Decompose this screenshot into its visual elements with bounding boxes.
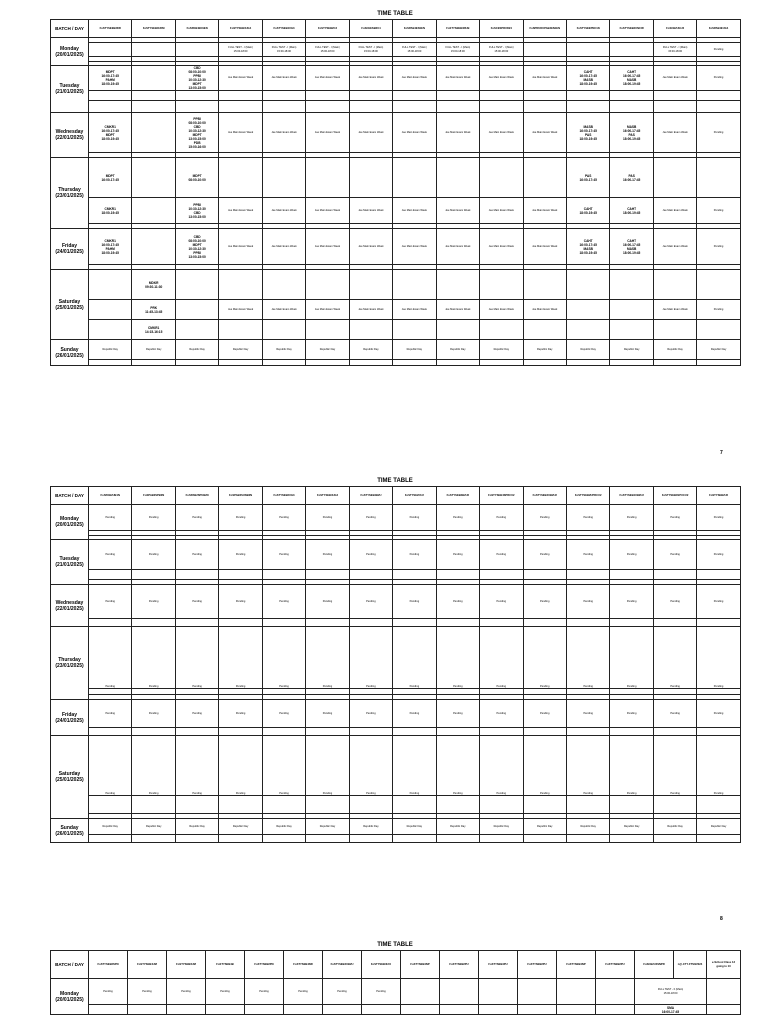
timetable-page-9 xyxy=(50,941,740,1015)
pending-cell: Pending xyxy=(219,540,262,570)
pending-cell: Pending xyxy=(349,540,392,570)
pending-cell: Pending xyxy=(697,540,740,570)
repub-cell: Republic Day xyxy=(436,340,479,360)
jee-cell: Jee Main Exam Week xyxy=(480,300,523,320)
class-cell: CMKR1 18:00-19:45 xyxy=(89,198,132,224)
jee-cell: Jee Main Exam Week xyxy=(219,198,262,224)
pending-cell: Pending xyxy=(653,627,696,689)
pending-cell: Pending xyxy=(697,229,740,265)
pending-cell: Pending xyxy=(175,540,218,570)
pending-cell: Pending xyxy=(653,700,696,728)
pending-cell: Pending xyxy=(175,505,218,531)
header-cell: FoSCB2UGU2 xyxy=(653,20,696,38)
full-test-cell: FULL TEST - I (Main) 15:00-18:00 xyxy=(480,43,523,57)
pending-cell: Pending xyxy=(175,585,218,619)
pending-cell: Pending xyxy=(523,505,566,531)
jee-cell: Jee Main Exam Week xyxy=(262,300,305,320)
header-cell: FoSTYSEB4PU xyxy=(479,951,518,979)
pending-cell: Pending xyxy=(89,736,132,796)
jee-cell: Jee Main Exam Week xyxy=(393,113,436,153)
jee-cell: Jee Main Exam Week xyxy=(262,66,305,91)
repub-cell: Republic Day xyxy=(566,819,609,835)
header-cell: FoSTYSEB2PU xyxy=(440,951,479,979)
class-cell: PPBI 08:00-10:00 CBD 10:30-12:30 MDPT 13:00-15:00 PDB 15:00-16:00 xyxy=(175,113,218,153)
full-test-cell: FULL TEST - I (Main) 15:00-18:00 xyxy=(393,43,436,57)
header-cell: FoSTYSEB4NR xyxy=(284,951,323,979)
class-cell: MASB 16:00-17:45 PAS 18:00-19:45 xyxy=(566,113,609,153)
repub-cell: Republic Day xyxy=(523,819,566,835)
pending-cell: Pending xyxy=(262,540,305,570)
header-cell: FoSTYSEB2C3 xyxy=(306,20,349,38)
header-cell: FoSTYSEB4UCI xyxy=(362,951,401,979)
pending-cell: Pending xyxy=(132,627,175,689)
pending-cell: Pending xyxy=(219,585,262,619)
jee-cell: Jee Main Exam Week xyxy=(393,229,436,265)
pending-cell: Pending xyxy=(306,540,349,570)
jee-cell: Jee Main Exam Week xyxy=(436,229,479,265)
pending-cell: Pending xyxy=(697,300,740,320)
header-cell: FoSTYSEB2SPN xyxy=(89,951,128,979)
jee-cell: Jee Main Exam Week xyxy=(349,113,392,153)
pending-cell: Pending xyxy=(566,627,609,689)
class-cell: CBD 08:00-10:00 PPBI 10:30-12:30 MDPT 13:00-15:00 xyxy=(175,66,218,91)
class-cell: CAHT 16:00-17:45 MASB 18:00-19:45 xyxy=(566,229,609,265)
day-cell: Tuesday (21/01/2025) xyxy=(51,540,89,585)
class-cell: CAHT 16:00-17:45 MASB 18:00-19:45 xyxy=(610,66,653,91)
pending-cell: Pending xyxy=(306,627,349,689)
day-cell: Tuesday (21/01/2025) xyxy=(51,66,89,113)
class-cell: MDPT 08:00-10:00 xyxy=(175,158,218,198)
repub-cell: Republic Day xyxy=(653,819,696,835)
repub-cell: Republic Day xyxy=(436,819,479,835)
pending-cell: Pending xyxy=(480,627,523,689)
jee-cell: Jee Main Exam Week xyxy=(653,300,696,320)
pending-cell: Pending xyxy=(566,736,609,796)
pending-cell: Pending xyxy=(653,505,696,531)
pending-cell: Pending xyxy=(697,627,740,689)
jee-cell: Jee Main Exam Week xyxy=(219,300,262,320)
jee-cell: Jee Main Exam Week xyxy=(436,113,479,153)
jee-cell: Jee Main Exam Week xyxy=(653,229,696,265)
class-cell: CAHT 18:00-19:45 xyxy=(566,198,609,224)
header-cell: FoSTYSEB4B2U xyxy=(349,487,392,505)
header-cell: FoSCEESB2U4 xyxy=(349,20,392,38)
header-cell: FoSCB2U4SNPR xyxy=(635,951,674,979)
pending-cell: Pending xyxy=(349,505,392,531)
day-cell: Saturday (25/01/2025) xyxy=(51,736,89,819)
class-cell: CAHT 18:00-19:45 xyxy=(610,198,653,224)
pending-cell: Pending xyxy=(697,43,740,57)
repub-cell: Republic Day xyxy=(349,340,392,360)
pending-cell: Pending xyxy=(349,627,392,689)
pending-cell: Pending xyxy=(436,627,479,689)
header-cell: FoSTYSEEB2DR xyxy=(89,20,132,38)
pending-cell: Pending xyxy=(306,700,349,728)
pending-cell: Pending xyxy=(566,585,609,619)
class-cell: CMKR1 16:00-17:45 PAHM 18:00-19:45 xyxy=(89,229,132,265)
pending-cell: Pending xyxy=(610,736,653,796)
pending-cell: Pending xyxy=(349,585,392,619)
pending-cell: Pending xyxy=(132,736,175,796)
full-test-cell: FULL TEST - I (Main) 15:00-18:00 xyxy=(349,43,392,57)
repub-cell: Republic Day xyxy=(262,819,305,835)
day-cell: Monday (20/01/2025) xyxy=(51,38,89,66)
repub-cell: Republic Day xyxy=(523,340,566,360)
pending-cell: Pending xyxy=(523,736,566,796)
pending-cell: Pending xyxy=(610,627,653,689)
pending-cell: Pending xyxy=(523,540,566,570)
pending-cell: Pending xyxy=(610,585,653,619)
jee-cell: Jee Main Exam Week xyxy=(306,198,349,224)
pending-cell: Pending xyxy=(610,505,653,531)
header-cell: FoSTYSEB4UG3 xyxy=(262,20,305,38)
jee-cell: Jee Main Exam Week xyxy=(436,198,479,224)
header-row xyxy=(51,487,741,505)
repub-cell: Republic Day xyxy=(653,340,696,360)
jee-cell: Jee Main Exam Week xyxy=(262,198,305,224)
pending-cell: Pending xyxy=(523,585,566,619)
class-cell: MASB 16:00-17:45 PAS 18:00-19:45 xyxy=(610,113,653,153)
repub-cell: Republic Day xyxy=(393,819,436,835)
header-cell: FoSPAB4EN1EN xyxy=(393,20,436,38)
jee-cell: Jee Main Exam Week xyxy=(219,66,262,91)
jee-cell: Jee Main Exam Week xyxy=(306,300,349,320)
pending-cell: Pending xyxy=(393,505,436,531)
day-cell: Thursday (23/01/2025) xyxy=(51,627,89,700)
pending-cell: Pending xyxy=(132,540,175,570)
header-cell: FoSTYSEB3UM xyxy=(167,951,206,979)
header-cell: FoSPAB2SPB2N xyxy=(132,487,175,505)
header-cell: FoSCESPRUD24 xyxy=(480,20,523,38)
jee-cell: Jee Main Exam Week xyxy=(262,113,305,153)
jee-cell: Jee Main Exam Week xyxy=(306,66,349,91)
jee-cell: Jee Main Exam Week xyxy=(436,300,479,320)
pending-cell: Pending xyxy=(393,700,436,728)
jee-cell: Jee Main Exam Week xyxy=(393,300,436,320)
pending-cell: Pending xyxy=(653,585,696,619)
pending-cell: Pending xyxy=(89,700,132,728)
header-cell: FoSPAB4EN1EN xyxy=(175,20,218,38)
pending-cell: Pending xyxy=(566,505,609,531)
jee-cell: Jee Main Exam Week xyxy=(393,66,436,91)
jee-cell: Jee Main Exam Week xyxy=(480,229,523,265)
header-cell: FoSTYSE2CU2 xyxy=(393,487,436,505)
header-cell: FoSTYSEB4UNCIR xyxy=(610,20,653,38)
pending-cell: Pending xyxy=(653,736,696,796)
repub-cell: Republic Day xyxy=(132,819,175,835)
header-cell: FoSTYSEB4UG3 xyxy=(306,487,349,505)
repub-cell: Republic Day xyxy=(175,340,218,360)
repub-cell: Republic Day xyxy=(610,819,653,835)
pending-cell: Pending xyxy=(436,700,479,728)
full-test-cell: FULL TEST - I (Main) 15:00-18:00 xyxy=(436,43,479,57)
page-title: TIME TABLE xyxy=(377,942,413,948)
full-test-cell: FULL TEST - I (Main) 15:00-18:00 xyxy=(262,43,305,57)
jee-cell: Jee Main Exam Week xyxy=(523,300,566,320)
class-cell: MDKR 09:30-11:30 xyxy=(132,270,175,300)
repub-cell: Republic Day xyxy=(175,819,218,835)
jee-cell: Jee Main Exam Week xyxy=(480,113,523,153)
pending-cell: Pending xyxy=(436,505,479,531)
pending-cell: Pending xyxy=(566,700,609,728)
pending-cell: Pending xyxy=(284,979,323,1005)
page-title: TIME TABLE xyxy=(377,478,413,484)
jee-cell: Jee Main Exam Week xyxy=(349,198,392,224)
header-cell: FoSPAB4EUG4 xyxy=(697,20,740,38)
pending-cell: Pending xyxy=(362,979,401,1005)
pending-cell: Pending xyxy=(132,505,175,531)
pending-cell: Pending xyxy=(436,585,479,619)
pending-cell: Pending xyxy=(480,540,523,570)
pending-cell: Pending xyxy=(393,540,436,570)
class-cell: PRK 11:45-13:45 xyxy=(132,300,175,320)
pending-cell: Pending xyxy=(175,627,218,689)
header-cell: FoSTYSEB2U2 xyxy=(697,487,740,505)
header-cell: FoSTYSEB2UG3 xyxy=(262,487,305,505)
jee-cell: Jee Main Exam Week xyxy=(523,229,566,265)
pending-cell: Pending xyxy=(436,540,479,570)
repub-cell: Republic Day xyxy=(393,340,436,360)
day-cell: Wednesday (22/01/2025) xyxy=(51,113,89,158)
pending-cell: Pending xyxy=(697,585,740,619)
jee-cell: Jee Main Exam Week xyxy=(653,198,696,224)
header-cell: FoSTYSEEPNC1N xyxy=(566,20,609,38)
timetable-page-8 xyxy=(50,477,740,843)
header-cell: FoSTYSEEB3DUB xyxy=(436,20,479,38)
pending-cell: Pending xyxy=(132,585,175,619)
header-cell: FoSPAB2SPUB2N xyxy=(175,487,218,505)
pending-cell: Pending xyxy=(566,540,609,570)
page-title: TIME TABLE xyxy=(377,11,413,17)
jee-cell: Jee Main Exam Week xyxy=(653,66,696,91)
repub-cell: Republic Day xyxy=(566,340,609,360)
header-cell: BATCH / DAY xyxy=(51,487,89,505)
repub-cell: Republic Day xyxy=(349,819,392,835)
pending-cell: Pending xyxy=(306,505,349,531)
full-test-cell: FULL TEST - I (Main) 15:00-18:00 xyxy=(653,43,696,57)
repub-cell: Republic Day xyxy=(610,340,653,360)
jee-cell: Jee Main Exam Week xyxy=(262,229,305,265)
pending-cell: Pending xyxy=(349,736,392,796)
pending-cell: Pending xyxy=(175,700,218,728)
pending-cell: Pending xyxy=(132,700,175,728)
timetable-table xyxy=(50,950,741,1015)
pending-cell: Pending xyxy=(610,700,653,728)
pending-cell: Pending xyxy=(175,736,218,796)
pending-cell: Pending xyxy=(167,979,206,1005)
day-cell: Friday (24/01/2025) xyxy=(51,229,89,270)
pending-cell: Pending xyxy=(523,627,566,689)
header-cell: FoSTYSEB2UPRCU2 xyxy=(566,487,609,505)
pending-cell: Pending xyxy=(480,700,523,728)
pending-cell: Pending xyxy=(206,979,245,1005)
repub-cell: Republic Day xyxy=(89,819,132,835)
day-cell: Monday (20/01/2025) xyxy=(51,979,89,1015)
class-cell: CAHT 16:00-17:45 MASB 18:00-19:45 xyxy=(566,66,609,91)
class-cell: CMKR1 16:00-17:45 MDPT 18:00-19:45 xyxy=(89,113,132,153)
jee-cell: Jee Main Exam Week xyxy=(393,198,436,224)
class-cell: CAHT 16:00-17:45 MASB 18:00-19:45 xyxy=(610,229,653,265)
class-cell: SMA 16:00-17:45 xyxy=(635,1005,707,1015)
class-cell: PPBI 10:30-12:30 CBD 13:00-15:00 xyxy=(175,198,218,224)
pending-cell: Pending xyxy=(245,979,284,1005)
header-cell: n@-CTY-FTS0/2024 xyxy=(674,951,707,979)
header-cell: BATCH / DAY xyxy=(51,20,89,38)
header-cell: FoSTYSEB2PU xyxy=(596,951,635,979)
header-cell: FoSTYSEB2PN xyxy=(245,951,284,979)
pending-cell: Pending xyxy=(436,736,479,796)
pending-cell: Pending xyxy=(697,66,740,91)
header-cell: FoSTYSEB4NP xyxy=(401,951,440,979)
pending-cell: Pending xyxy=(262,736,305,796)
class-cell: PAS 16:00-17:45 xyxy=(610,158,653,198)
repub-cell: Republic Day xyxy=(219,340,262,360)
pending-cell: Pending xyxy=(306,585,349,619)
day-cell: Sunday (26/01/2025) xyxy=(51,819,89,843)
header-cell: FoSTYSEB4B2U2 xyxy=(436,487,479,505)
jee-cell: Jee Main Exam Week xyxy=(349,300,392,320)
day-cell: Friday (24/01/2025) xyxy=(51,700,89,736)
timetable-table xyxy=(50,486,741,843)
pending-cell: Pending xyxy=(306,736,349,796)
page-number: 7 xyxy=(720,450,723,456)
jee-cell: Jee Main Exam Week xyxy=(653,113,696,153)
pending-cell: Pending xyxy=(610,540,653,570)
pending-cell: Pending xyxy=(219,505,262,531)
header-cell: FoSTYSEB4SPRCU2 xyxy=(480,487,523,505)
day-cell: Wednesday (22/01/2025) xyxy=(51,585,89,627)
jee-cell: Jee Main Exam Week xyxy=(523,113,566,153)
class-cell: MDPT 16:00-17:45 xyxy=(89,158,132,198)
pending-cell: Pending xyxy=(393,585,436,619)
repub-cell: Republic Day xyxy=(132,340,175,360)
jee-cell: Jee Main Exam Week xyxy=(219,113,262,153)
repub-cell: Republic Day xyxy=(219,819,262,835)
jee-cell: Jee Main Exam Week xyxy=(436,66,479,91)
pending-cell: Pending xyxy=(89,540,132,570)
jee-cell: Jee Main Exam Week xyxy=(219,229,262,265)
pending-cell: Pending xyxy=(219,736,262,796)
pending-cell: Pending xyxy=(219,700,262,728)
header-cell: FoSTYSEB4SPUCU2 xyxy=(653,487,696,505)
jee-cell: Jee Main Exam Week xyxy=(480,198,523,224)
pending-cell: Pending xyxy=(349,700,392,728)
header-cell: FoSTYSEB2PU xyxy=(518,951,557,979)
class-cell: CBD 08:00-10:00 MDPT 10:30-12:30 PPBI 13:00-15:00 xyxy=(175,229,218,265)
pending-cell: Pending xyxy=(219,627,262,689)
repub-cell: Republic Day xyxy=(89,340,132,360)
pending-cell: Pending xyxy=(262,700,305,728)
repub-cell: Republic Day xyxy=(480,819,523,835)
pending-cell: Pending xyxy=(262,505,305,531)
pending-cell: Pending xyxy=(393,736,436,796)
jee-cell: Jee Main Exam Week xyxy=(523,66,566,91)
header-cell: FoSPAB2SUNB2N xyxy=(219,487,262,505)
header-row xyxy=(51,951,741,979)
jee-cell: Jee Main Exam Week xyxy=(523,198,566,224)
header-cell: FoSTYSEB4UB2U xyxy=(323,951,362,979)
jee-cell: Jee Main Exam Week xyxy=(480,66,523,91)
header-cell: FoSTYSEB3UG4 xyxy=(219,20,262,38)
pending-cell: Pending xyxy=(697,700,740,728)
repub-cell: Republic Day xyxy=(262,340,305,360)
pending-cell: Pending xyxy=(89,585,132,619)
header-cell: FoSTYSEB4UM xyxy=(128,951,167,979)
repub-cell: Republic Day xyxy=(697,819,740,835)
jee-cell: Jee Main Exam Week xyxy=(349,229,392,265)
header-cell: FoSPRUDUPAB4EN1EN xyxy=(523,20,566,38)
pending-cell: Pending xyxy=(523,700,566,728)
header-cell: FoSTYSEB4UB2U2 xyxy=(610,487,653,505)
jee-cell: Jee Main Exam Week xyxy=(349,66,392,91)
header-cell: FoSTYSEB4UDM xyxy=(132,20,175,38)
full-test-cell: FULL TEST - I (Main) 15:00-18:00 xyxy=(219,43,262,57)
timetable-table xyxy=(50,19,741,366)
pending-cell: Pending xyxy=(480,505,523,531)
repub-cell: Republic Day xyxy=(306,819,349,835)
day-cell: Saturday (25/01/2025) xyxy=(51,270,89,340)
pending-cell: Pending xyxy=(480,585,523,619)
pending-cell: Pending xyxy=(262,627,305,689)
pending-cell: Pending xyxy=(697,736,740,796)
repub-cell: Republic Day xyxy=(480,340,523,360)
pending-cell: Pending xyxy=(697,505,740,531)
header-cell: e-School Class 13 going to 13 xyxy=(707,951,741,979)
jee-cell: Jee Main Exam Week xyxy=(306,229,349,265)
header-row xyxy=(51,20,741,38)
header-cell: FoSTYSEB4UB2U2 xyxy=(523,487,566,505)
header-cell: FoSTYSEB4NP xyxy=(557,951,596,979)
pending-cell: Pending xyxy=(697,198,740,224)
day-cell: Thursday (23/01/2025) xyxy=(51,158,89,229)
timetable-page-7 xyxy=(50,10,740,366)
class-cell: PAS 16:00-17:45 xyxy=(566,158,609,198)
repub-cell: Republic Day xyxy=(306,340,349,360)
page-number: 8 xyxy=(720,916,723,922)
pending-cell: Pending xyxy=(323,979,362,1005)
class-cell: MDPT 16:00-17:45 PAHM 18:00-19:45 xyxy=(89,66,132,91)
header-cell: FoSPAB2UB1N xyxy=(89,487,132,505)
header-cell: BATCH / DAY xyxy=(51,951,89,979)
pending-cell: Pending xyxy=(89,627,132,689)
full-test-cell: FULL TEST - I (Main) 15:00-18:00 xyxy=(306,43,349,57)
pending-cell: Pending xyxy=(653,540,696,570)
full-test-cell: FULL TEST - II (Main) 15:00-18:00 xyxy=(635,979,707,1005)
day-cell: Monday (20/01/2025) xyxy=(51,505,89,540)
pending-cell: Pending xyxy=(262,585,305,619)
pending-cell: Pending xyxy=(697,113,740,153)
pending-cell: Pending xyxy=(89,979,128,1005)
class-cell: CMKR1 14:15-16:15 xyxy=(132,320,175,340)
day-cell: Sunday (26/01/2025) xyxy=(51,340,89,366)
jee-cell: Jee Main Exam Week xyxy=(306,113,349,153)
header-cell: FoSTYSEB4B xyxy=(206,951,245,979)
repub-cell: Republic Day xyxy=(697,340,740,360)
pending-cell: Pending xyxy=(89,505,132,531)
pending-cell: Pending xyxy=(480,736,523,796)
pending-cell: Pending xyxy=(393,627,436,689)
pending-cell: Pending xyxy=(128,979,167,1005)
